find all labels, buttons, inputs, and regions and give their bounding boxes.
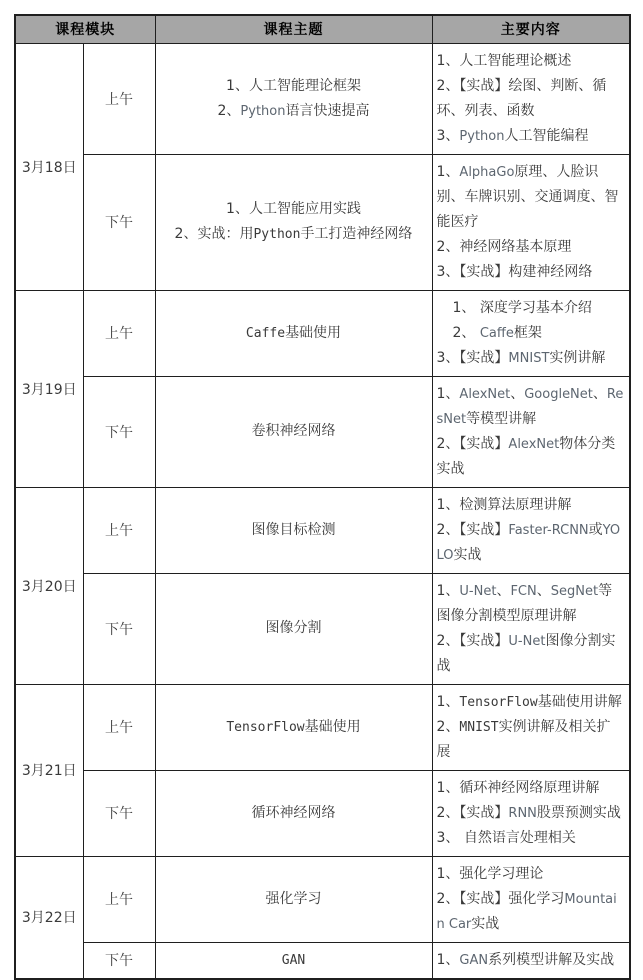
content-item: 2、 Caffe框架 xyxy=(452,324,542,341)
content-item: 2、MNIST实例讲解及相关扩展 xyxy=(436,718,611,760)
latin-text: FCN xyxy=(510,583,537,599)
latin-text: Python xyxy=(240,103,286,119)
session-cell: 下午 xyxy=(83,573,155,684)
session-cell: 下午 xyxy=(83,154,155,290)
topic-line xyxy=(162,948,426,973)
table-row xyxy=(15,856,630,942)
session-cell: 上午 xyxy=(83,290,155,376)
latin-text: Faster-RCNN xyxy=(508,522,589,538)
table-body xyxy=(15,43,630,979)
content-item: 1、循环神经网络原理讲解 xyxy=(436,779,600,796)
latin-text: MNIST xyxy=(459,719,499,735)
content-item: 1、强化学习理论 xyxy=(436,865,544,882)
table-row xyxy=(15,942,630,979)
table-row xyxy=(15,684,630,770)
content-cell xyxy=(432,770,630,856)
topic-cell xyxy=(155,487,432,573)
topic-cell xyxy=(155,856,432,942)
latin-text: SegNet xyxy=(550,583,599,599)
content-item: 2、【实战】AlexNet物体分类实战 xyxy=(436,435,616,477)
session-cell: 上午 xyxy=(83,856,155,942)
content-item: 1、人工智能理论概述 xyxy=(436,52,572,69)
topic-cell xyxy=(155,684,432,770)
date-cell: 3月20日 xyxy=(15,487,83,684)
session-cell: 下午 xyxy=(83,942,155,979)
content-cell xyxy=(432,376,630,487)
topic-cell xyxy=(155,770,432,856)
content-item: 1、AlphaGo原理、人脸识别、车牌识别、交通调度、智能医疗 xyxy=(436,163,619,230)
topic-cell xyxy=(155,376,432,487)
table-header-row xyxy=(15,15,630,43)
date-cell: 3月21日 xyxy=(15,684,83,856)
session-cell: 下午 xyxy=(83,770,155,856)
latin-text: GAN xyxy=(459,952,489,968)
table-row xyxy=(15,43,630,154)
content-item: 1、U-Net、FCN、SegNet等图像分割模型原理讲解 xyxy=(436,582,613,624)
latin-text: AlexNet xyxy=(508,436,560,452)
table-row xyxy=(15,154,630,290)
course-schedule-table xyxy=(14,14,631,980)
content-item: 2、【实战】Faster-RCNN或YOLO实战 xyxy=(436,521,621,563)
latin-text: GAN xyxy=(281,952,306,968)
latin-text: U-Net xyxy=(459,583,497,599)
content-item: 3、【实战】构建神经网络 xyxy=(436,263,593,280)
content-item: 3、 自然语言处理相关 xyxy=(436,829,576,846)
topic-cell xyxy=(155,942,432,979)
content-cell xyxy=(432,487,630,573)
session-cell: 下午 xyxy=(83,376,155,487)
header-main-content: 主要内容 xyxy=(432,15,630,43)
content-item: 1、GAN系列模型讲解及实战 xyxy=(436,951,615,968)
latin-text: U-Net xyxy=(508,633,546,649)
topic-line: 2、Python语言快速提高 xyxy=(217,102,370,119)
content-item: 2、【实战】RNN股票预测实战 xyxy=(436,804,621,821)
content-item: 2、【实战】强化学习Mountain Car实战 xyxy=(436,890,617,932)
date-cell: 3月19日 xyxy=(15,290,83,487)
latin-text: AlexNet xyxy=(459,386,511,402)
latin-text: Caffe xyxy=(479,325,514,341)
session-cell: 上午 xyxy=(83,487,155,573)
content-cell xyxy=(432,43,630,154)
content-item: 1、检测算法原理讲解 xyxy=(436,496,572,513)
content-item: 2、【实战】U-Net图像分割实战 xyxy=(436,632,616,674)
topic-line: 循环神经网络 xyxy=(251,804,336,821)
session-cell: 上午 xyxy=(83,684,155,770)
table-row xyxy=(15,573,630,684)
table-row xyxy=(15,290,630,376)
latin-text: AlphaGo xyxy=(459,164,515,180)
topic-line: 图像分割 xyxy=(265,620,322,636)
latin-text: GoogleNet xyxy=(524,386,593,402)
topic-line: Caffe基础使用 xyxy=(245,324,342,341)
topic-cell xyxy=(155,290,432,376)
content-item: 3、Python人工智能编程 xyxy=(436,127,589,144)
content-cell xyxy=(432,684,630,770)
session-cell: 上午 xyxy=(83,43,155,154)
topic-line: 强化学习 xyxy=(265,890,322,907)
date-cell: 3月22日 xyxy=(15,856,83,979)
date-cell: 3月18日 xyxy=(15,43,83,290)
latin-text: YOLO xyxy=(436,522,621,563)
topic-line: 2、实战：用Python手工打造神经网络 xyxy=(174,226,413,242)
latin-text: ResNet xyxy=(436,386,624,427)
latin-text: RNN xyxy=(508,805,537,821)
content-item: 1、TensorFlow基础使用讲解 xyxy=(436,693,622,710)
table-row xyxy=(15,770,630,856)
latin-text: TensorFlow xyxy=(459,694,538,710)
header-course-module: 课程模块 xyxy=(15,15,155,43)
content-item: 2、神经网络基本原理 xyxy=(436,238,572,255)
latin-text: Python xyxy=(459,128,505,144)
topic-line: 1、人工智能理论框架 xyxy=(226,77,361,94)
table-row xyxy=(15,487,630,573)
latin-text: TensorFlow xyxy=(226,719,305,735)
content-cell xyxy=(432,154,630,290)
topic-cell xyxy=(155,43,432,154)
content-cell xyxy=(432,573,630,684)
topic-line: 卷积神经网络 xyxy=(251,423,336,439)
topic-line: 图像目标检测 xyxy=(251,521,336,538)
topic-line: 1、人工智能应用实践 xyxy=(226,201,361,217)
latin-text: Mountain Car xyxy=(436,891,617,932)
content-cell xyxy=(432,942,630,979)
latin-text: Caffe xyxy=(245,325,286,341)
latin-text: MNIST xyxy=(508,350,550,366)
topic-line: TensorFlow基础使用 xyxy=(226,718,361,735)
topic-cell xyxy=(155,573,432,684)
content-item: 3、【实战】MNIST实例讲解 xyxy=(436,349,606,366)
content-item: 1、AlexNet、GoogleNet、ResNet等模型讲解 xyxy=(436,385,624,427)
topic-cell xyxy=(155,154,432,290)
content-item: 1、 深度学习基本介绍 xyxy=(452,299,592,316)
table-row xyxy=(15,376,630,487)
content-cell xyxy=(432,290,630,376)
content-item: 2、【实战】绘图、判断、循环、列表、函数 xyxy=(436,77,607,119)
header-course-topic: 课程主题 xyxy=(155,15,432,43)
latin-text: Python xyxy=(253,227,301,242)
content-cell xyxy=(432,856,630,942)
